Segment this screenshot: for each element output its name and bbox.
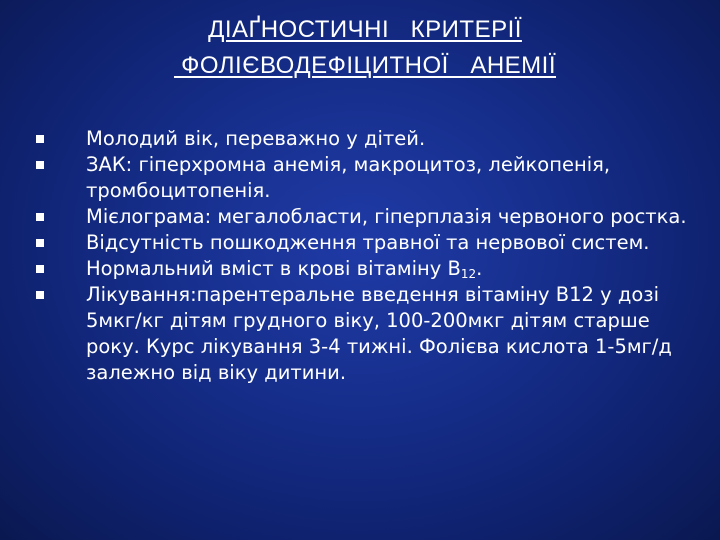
square-bullet-icon <box>36 213 44 221</box>
title-line-1: ДІАҐНОСТИЧНІ КРИТЕРІЇ <box>208 16 522 43</box>
bullet-text: ЗАК: гіперхромна анемія, макроцитоз, лейкопенія, тромбоцитопенія. <box>86 153 611 202</box>
subscript-12: 12 <box>460 267 477 281</box>
slide-title <box>60 12 670 84</box>
bullet-text: Молодий вік, переважно у дітей. <box>86 127 426 150</box>
bullet-text-end: . <box>476 257 483 280</box>
bullet-text: Мієлограма: мегалобласти, гіперплазія червоного ростка. <box>86 205 687 228</box>
title-line-2: ФОЛІЄВОДЕФІЦИТНОЇ АНЕМІЇ <box>173 52 557 79</box>
square-bullet-icon <box>36 161 44 169</box>
square-bullet-icon <box>36 291 44 299</box>
bullet-text: Відсутність пошкодження травної та нервової систем. <box>86 231 650 254</box>
bullet-item-vitamin-level <box>36 256 696 282</box>
bullet-item-myelogram <box>36 204 696 230</box>
bullet-text: Лікування:парентеральне введення вітаміну В12 у дозі 5мкг/кг дітям грудного віку, 100-200мкг дітям старше року. Курс лікування 3-4 тижні. Фолієва кислота 1-5мг/д залежно від віку дитини. <box>86 283 672 384</box>
bullet-text: Нормальний вміст в крові вітаміну В <box>86 257 461 280</box>
bullet-item-treatment <box>36 282 696 386</box>
square-bullet-icon <box>36 135 44 143</box>
bullet-list <box>36 126 696 386</box>
bullet-item-age <box>36 126 696 152</box>
square-bullet-icon <box>36 239 44 247</box>
bullet-item-blood-test <box>36 152 696 204</box>
square-bullet-icon <box>36 265 44 273</box>
bullet-item-no-damage <box>36 230 696 256</box>
